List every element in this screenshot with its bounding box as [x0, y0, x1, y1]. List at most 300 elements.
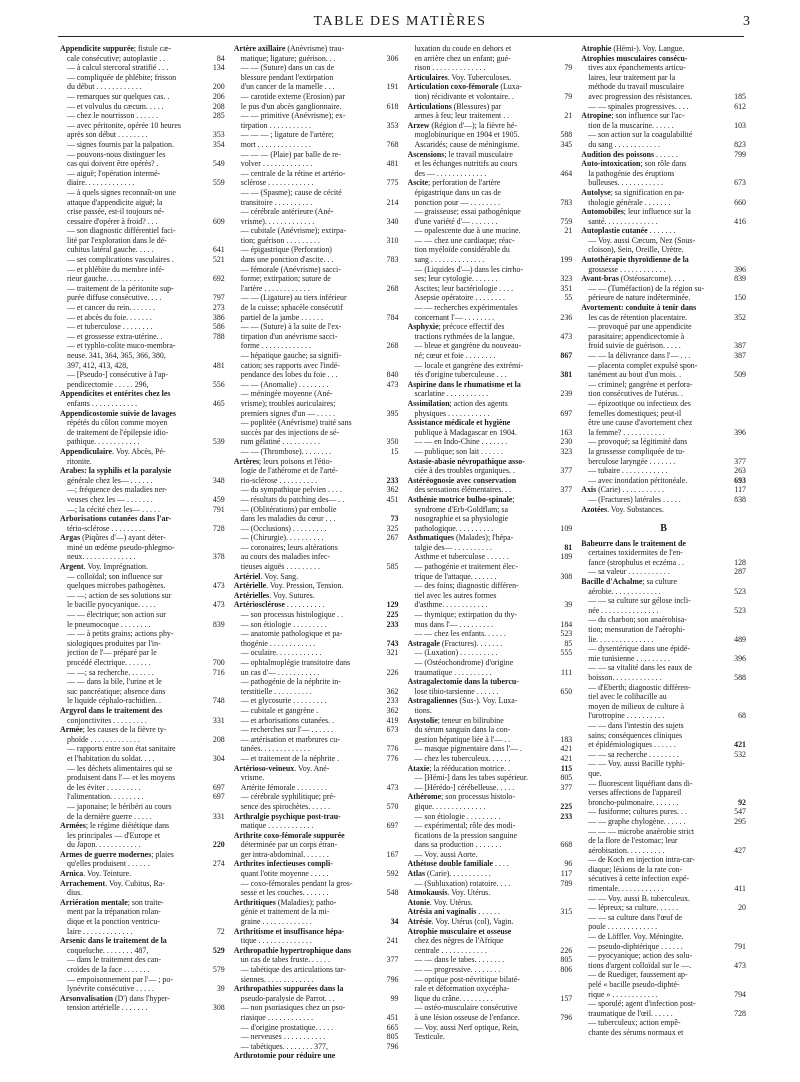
entry-text: gestion hépatique liée à l'— . . — [414, 734, 511, 744]
index-entry-line — [408, 466, 573, 476]
index-entry-line — [581, 399, 746, 409]
index-column-3 — [408, 44, 573, 1074]
entry-page-number: 340 — [386, 216, 399, 226]
entry-text: — et arborisations cutanées. . — [240, 715, 335, 725]
entry-page-number: 693 — [734, 475, 746, 485]
entry-page-number: 839 — [212, 619, 225, 629]
index-entry-line — [234, 879, 399, 889]
entry-text: Bacille d'Achalme; sa culture — [581, 577, 678, 587]
entry-text — [408, 927, 547, 937]
entry-text: Assimilation; action des agents — [407, 398, 508, 408]
entry-text: dique et la ponction ventricu- — [67, 917, 160, 927]
entry-page-number: 539 — [212, 437, 225, 447]
entry-page-number: 128 — [734, 557, 746, 567]
entry-page-number: 189 — [560, 552, 573, 562]
index-entry-line — [408, 428, 573, 438]
index-entry-line — [581, 769, 746, 779]
index-entry-line — [60, 802, 225, 812]
entry-page-number: 521 — [212, 255, 225, 265]
entry-text — [234, 831, 373, 841]
entry-text: la grossesse compliquée de tu- — [588, 446, 685, 456]
index-entry-line — [60, 188, 225, 198]
entry-text: succès par des injections de sé- — [240, 427, 340, 437]
index-entry-heading — [408, 418, 573, 428]
entry-page-number: 21 — [564, 111, 573, 121]
index-entry-line — [60, 255, 225, 265]
entry-page-number: 796 — [386, 1041, 399, 1051]
index-entry-line — [581, 558, 746, 568]
index-entry-line — [234, 54, 399, 64]
entry-page-number: 92 — [738, 797, 746, 807]
entry-text: Automobiles; leur influence sur la — [581, 207, 691, 217]
entry-page-number: 473 — [734, 960, 746, 970]
index-entry-line — [234, 648, 399, 658]
entry-page-number: 748 — [212, 696, 225, 706]
entry-text — [234, 984, 373, 994]
index-entry-line — [60, 485, 225, 495]
entry-text: Asepsie opératoire . . . . . . . . — [414, 293, 505, 303]
entry-text — [234, 927, 373, 937]
index-entry-line — [60, 927, 225, 937]
entry-page-number: 345 — [560, 139, 573, 149]
entry-page-number: 274 — [212, 859, 225, 869]
entry-page-number: 230 — [560, 437, 573, 447]
index-entry-heading — [408, 102, 573, 112]
entry-text: — — sa culture sur gélose incli- — [588, 596, 691, 606]
entry-text: de la cuisse; sphacèle consécutif — [240, 303, 343, 313]
entry-page-number: 592 — [386, 869, 399, 879]
index-entry-line — [60, 111, 225, 121]
entry-text: laires, leur traitement par la — [588, 72, 676, 82]
entry-text: répétés du côlon comme moyen — [67, 418, 168, 428]
entry-headword: Athérome — [407, 792, 442, 802]
entry-headword: Asphyxie — [407, 322, 439, 332]
entry-text: tion; mensuration de l'aérophi- — [588, 625, 685, 635]
entry-text: du sang . . . . . . . . . . . . — [588, 139, 660, 149]
entry-headword: Articulations — [407, 101, 454, 111]
index-entry-heading — [408, 917, 573, 927]
page-title: TABLE DES MATIÈRES — [313, 14, 487, 29]
index-entry-line — [408, 437, 573, 447]
entry-page-number: 416 — [734, 216, 746, 226]
entry-headword: Argyrol dans le traitement des — [60, 705, 163, 715]
entry-page-number: 823 — [734, 139, 746, 149]
entry-text: Artérite fémorale . . . . . . . . — [240, 782, 327, 792]
index-entry-line — [581, 82, 746, 92]
entry-text: Atonie. Voy. Utérus. — [407, 897, 473, 907]
index-entry-line — [234, 1032, 399, 1042]
index-entry-line — [408, 581, 573, 591]
entry-page-number: 304 — [212, 753, 225, 763]
entry-text: rum gélatiné . . . . . . . . . . — [240, 437, 320, 447]
index-entry-line — [581, 236, 746, 246]
entry-text: — de Koch en injection intra-car- — [588, 855, 695, 865]
entry-text — [581, 539, 720, 549]
entry-text: Ascites; leur bactériologie . . . . — [414, 283, 514, 293]
index-entry-line — [60, 744, 225, 754]
entry-page-number: 523 — [734, 586, 746, 596]
entry-page-number: 183 — [560, 734, 573, 744]
index-entry-line — [60, 82, 225, 92]
entry-headword: Athétose double familiale — [407, 859, 495, 869]
index-entry-heading — [234, 764, 399, 774]
index-entry-line — [234, 505, 399, 515]
entry-page-number: 419 — [386, 715, 399, 725]
index-entry-line — [234, 130, 399, 140]
entry-page-number: 268 — [386, 341, 399, 351]
entry-text — [60, 389, 199, 399]
entry-text — [408, 677, 547, 687]
entry-headword: Appendicite suppurée — [60, 44, 134, 53]
entry-text: pelé « bacille pseudo-diphté- — [588, 980, 680, 989]
entry-text: sains; conséquences cliniques — [588, 730, 683, 740]
index-entry-line — [60, 552, 225, 562]
index-entry-line — [581, 217, 746, 227]
index-entry-line — [234, 73, 399, 83]
index-entry-line — [234, 562, 399, 572]
index-entry-line — [581, 322, 746, 332]
index-entry-line — [581, 855, 746, 865]
index-entry-heading — [408, 73, 573, 83]
entry-text: vrisme. — [240, 773, 265, 783]
entry-text: — — progressive. . . . . . . . — [414, 965, 501, 974]
entry-text: Auto-intoxication; son rôle dans — [581, 159, 687, 169]
index-entry-heading — [234, 572, 399, 582]
index-entry-line — [60, 648, 225, 658]
entry-text: Avant-bras (Ostéosarcome). . . . — [581, 274, 685, 284]
entry-text: matique . . . . . . . . . . . . — [240, 821, 314, 831]
entry-page-number: 308 — [560, 571, 573, 581]
index-entry-line — [581, 779, 746, 789]
entry-page-number: 99 — [390, 993, 399, 1003]
entry-text: — non psoriasiques chez un pso- — [240, 1003, 346, 1013]
index-entry-line — [581, 615, 746, 625]
entry-text: volver . . . . . . . . . . . . . — [240, 159, 313, 169]
entry-page-number: 660 — [734, 197, 746, 207]
entry-text: Audition des poissons . . . . . . — [581, 149, 678, 159]
index-entry-line — [234, 236, 399, 246]
index-entry-line — [234, 169, 399, 179]
entry-text: et l'habitation du soldat. . . . — [67, 753, 155, 763]
entry-text: de la flore de l'estomac; leur — [588, 836, 678, 846]
index-entry-line — [234, 399, 399, 409]
entry-text: Asthmatiques (Malades); l'hépa- — [407, 533, 514, 543]
entry-page-number: 111 — [561, 667, 573, 677]
index-entry-line — [408, 552, 573, 562]
entry-text: dans les maladies du cœur . . . — [240, 514, 336, 524]
index-entry-line — [60, 629, 225, 639]
entry-page-number: 239 — [560, 389, 573, 399]
entry-text: fications de la pression sanguine — [414, 830, 518, 840]
index-entry-line — [60, 658, 225, 668]
entry-text: aérobie. . . . . . . . . . . . . — [588, 586, 661, 596]
index-entry-line — [581, 788, 746, 798]
index-entry-heading — [408, 476, 573, 486]
index-entry-line — [60, 457, 225, 467]
entry-page-number: 783 — [386, 255, 399, 265]
entry-text: — anatomie pathologique et pa- — [240, 629, 343, 639]
entry-text: — son étiologie . . . . . . . . . — [414, 811, 501, 821]
index-entry-line — [60, 207, 225, 217]
entry-text: les principales — d'Europe et — [67, 830, 161, 840]
entry-text: sécutives à cette infection expé- — [588, 874, 690, 884]
index-entry-line — [234, 495, 399, 505]
index-entry-line — [408, 111, 573, 121]
index-entry-line — [234, 428, 399, 438]
entry-text: — de Löffler. Voy. Méningite. — [588, 932, 684, 942]
entry-text: tanément au bout d'un mois. . — [588, 370, 682, 380]
index-entry-line — [408, 274, 573, 284]
index-entry-heading — [234, 831, 399, 841]
entry-page-number: 668 — [560, 840, 573, 850]
entry-page-number: 421 — [734, 740, 746, 750]
entry-text: Asthénie motrice bulbo-spinale; — [407, 494, 515, 504]
index-entry-line — [581, 587, 746, 597]
index-entry-line — [581, 466, 746, 476]
index-entry-line — [408, 207, 573, 217]
entry-text: talgie des— . . . . . . . . . . — [414, 542, 492, 552]
entry-text: — pathogénie et traitement élec- — [414, 562, 518, 572]
entry-text: — tabétiques. . . . . . . . 377, — [240, 1041, 328, 1051]
entry-text: siologiques produites par l'in- — [67, 638, 161, 648]
index-entry-line — [60, 351, 225, 361]
index-entry-line — [581, 692, 746, 702]
entry-headword: Artérioso-veineux — [233, 763, 295, 773]
index-entry-line — [581, 606, 746, 616]
entry-page-number: 386 — [212, 312, 225, 322]
index-entry-line — [408, 351, 573, 361]
entry-text: — — spinales progressives. . . . — [588, 101, 689, 111]
entry-page-number: 321 — [386, 648, 399, 658]
entry-text: — — électrique; son action sur — [67, 610, 166, 620]
entry-text: — — dans l'intestin des sujets — [588, 720, 684, 730]
index-entry-line — [234, 389, 399, 399]
entry-headword: Arnica — [60, 869, 84, 879]
index-entry-heading — [408, 399, 573, 409]
entry-text: syndrome d'Erb-Goldflam; sa — [414, 504, 508, 514]
entry-text — [234, 1051, 373, 1061]
index-entry-line — [60, 591, 225, 601]
entry-text: — et tuberculose . . . . . . . . — [67, 322, 153, 332]
index-entry-line — [581, 102, 746, 112]
entry-page-number: 325 — [386, 523, 399, 533]
index-entry-line — [408, 370, 573, 380]
index-entry-line — [408, 725, 573, 735]
entry-headword: Atrésia ani vaginalis — [407, 907, 479, 917]
header-rule — [58, 36, 744, 37]
index-entry-line — [581, 625, 746, 635]
entry-page-number: 233 — [386, 475, 399, 485]
entry-page-number: 588 — [734, 673, 746, 682]
entry-text: Athétose double familiale . . . . — [407, 859, 509, 869]
entry-text: cessaire d'opérer à froid? . . . — [67, 216, 158, 226]
index-entry-line — [234, 303, 399, 313]
entry-text: — son étiologie . . . . . . . . . — [240, 619, 327, 629]
entry-page-number: 306 — [386, 53, 399, 63]
entry-page-number: 129 — [386, 600, 399, 610]
entry-text: — du charbon; son anaérobisa- — [588, 615, 687, 625]
entry-page-number: 115 — [560, 763, 573, 773]
entry-page-number: 532 — [734, 749, 746, 759]
index-entry-line — [408, 159, 573, 169]
entry-text: — criminel; gangrène et perfora- — [588, 379, 693, 389]
entry-page-number: 427 — [734, 845, 746, 855]
index-entry-line — [234, 907, 399, 917]
entry-page-number: 464 — [560, 168, 573, 178]
entry-text — [581, 54, 720, 64]
index-entry-line — [581, 759, 746, 769]
entry-headword: Assistance médicale et hygiène — [407, 418, 511, 428]
entry-page-number: 377 — [560, 485, 573, 495]
index-entry-line — [581, 942, 746, 952]
entry-text: tion myéloïde considérable du — [414, 245, 510, 255]
entry-page-number: 794 — [734, 989, 746, 999]
entry-text: — fluorescent liquéfiant dans di- — [588, 778, 693, 788]
entry-text: miné un œdème pseudo-phlegmo- — [67, 542, 175, 552]
entry-text: ciée à des troubles organiques. . — [414, 466, 515, 476]
index-entry-line — [234, 917, 399, 927]
entry-text: tives aux épanchements articu- — [588, 63, 686, 73]
entry-text: armes à feu; leur traitement . . — [414, 111, 510, 121]
entry-text: — tubaire . . . . . . . . . . . . — [588, 466, 668, 476]
entry-text: — [Hérédo-] cérébelleuse. . . . . — [414, 782, 515, 792]
index-entry-line — [234, 514, 399, 524]
entry-text: attaque d'appendicite aiguë; la — [67, 197, 163, 207]
entry-text: Autoplastie cutanée . . . . . . . — [581, 226, 676, 236]
entry-text: — — chez les enfants. . . . . . — [414, 629, 506, 639]
index-entry-line — [408, 130, 573, 140]
entry-text: — résultats du patching des— . . — [240, 494, 345, 504]
index-entry-line — [60, 888, 225, 898]
index-entry-line — [234, 840, 399, 850]
index-entry-line — [60, 198, 225, 208]
index-entry-line — [408, 543, 573, 553]
entry-text: tractions rythmées de la langue. — [414, 331, 515, 341]
entry-page-number: 85 — [564, 638, 573, 648]
entry-text: Armées; le régime diététique dans — [60, 821, 170, 831]
index-entry-line — [408, 773, 573, 783]
index-entry-line — [581, 351, 746, 361]
entry-page-number: 263 — [734, 466, 746, 476]
entry-text: 397, 412, 413, 428, — [67, 360, 129, 370]
index-entry-line — [581, 596, 746, 606]
index-entry-line — [234, 63, 399, 73]
entry-text: — recherches sur l'— . . . . . . — [240, 725, 334, 735]
entry-text: un cas de tabes fruste. . . . . . — [240, 955, 330, 965]
entry-text: Astragaliennes (Sus-). Voy. Luxa- — [407, 696, 518, 706]
entry-text: tanées. . . . . . . . . . . . . — [240, 744, 310, 754]
entry-text: — Voy. aussi Nerf optique, Rein, — [414, 1022, 519, 1032]
entry-headword: Atrophie — [581, 44, 614, 53]
entry-text: — provoqué par une appendicite — [588, 322, 692, 332]
index-column-4 — [581, 44, 746, 1074]
entry-text: — tuberculeux; action empê- — [588, 1018, 681, 1028]
entry-text: — oculaire. . . . . . . . . . . . — [240, 648, 322, 658]
entry-text: cubitus latéral gauche. . . . . — [67, 245, 154, 255]
entry-text: — et grossesse extra-utérine. . — [67, 331, 163, 341]
index-entry-heading — [408, 533, 573, 543]
index-entry-heading — [234, 898, 399, 908]
entry-text: — locale et gangrène des extrémi- — [414, 360, 523, 370]
entry-headword: Ascite — [407, 178, 429, 188]
entry-text: — (Subluxation) rotatoire. . . . — [414, 878, 511, 888]
index-entry-line — [408, 955, 573, 965]
entry-text: en arrière chez un enfant; gué- — [414, 53, 511, 63]
index-entry-line — [408, 744, 573, 754]
index-entry-line — [60, 236, 225, 246]
index-entry-line — [408, 1013, 573, 1023]
entry-text: — — — microbe anaérobie strict — [588, 826, 695, 836]
index-entry-line — [234, 1013, 399, 1023]
entry-page-number: 549 — [212, 159, 225, 169]
entry-text: — et abcès du foie. . . . . . . — [67, 312, 152, 322]
entry-headword: Arthrites infectieuses compli- — [233, 859, 333, 869]
entry-page-number: 728 — [212, 523, 225, 533]
entry-text: — tabétique des articulations tar- — [240, 965, 346, 974]
index-entry-line — [60, 955, 225, 965]
index-entry-line — [234, 668, 399, 678]
index-entry-heading — [408, 859, 573, 869]
index-entry-line — [408, 303, 573, 313]
entry-page-number: 84 — [216, 53, 225, 63]
entry-page-number: 150 — [734, 293, 746, 303]
entry-text: aérobisation. . . . . . . . . . — [588, 845, 665, 855]
entry-text: —; la cécité chez les— . . . . . — [67, 504, 160, 514]
entry-page-number: 489 — [734, 634, 746, 644]
entry-text: terstitielle . . . . . . . . . . — [240, 686, 312, 696]
index-entry-heading — [60, 725, 225, 735]
entry-page-number: 163 — [560, 427, 573, 437]
entry-text: né; cœur et foie . . . . . . . . — [414, 351, 496, 360]
index-entry-line — [60, 54, 225, 64]
entry-text: forme . . . . . . . . . . . . . — [240, 341, 311, 351]
entry-page-number: 354 — [212, 139, 225, 149]
index-entry-line — [234, 485, 399, 495]
entry-text: périeure de nature indéterminée. — [588, 293, 691, 303]
index-entry-line — [234, 936, 399, 946]
index-entry-line — [581, 121, 746, 131]
entry-text: Axis (Carie) . . . . . . . . . . . — [581, 485, 664, 495]
entry-text: neux. . . . . . . . . . . . . . — [67, 552, 136, 562]
entry-page-number: 377 — [560, 466, 573, 476]
index-entry-line — [60, 476, 225, 486]
entry-page-number: 867 — [560, 351, 573, 360]
index-entry-line — [408, 687, 573, 697]
index-column-1 — [60, 44, 225, 1074]
entry-page-number: 838 — [734, 494, 746, 504]
entry-headword: Astéréognosie avec conservation — [407, 475, 517, 485]
entry-page-number: 791 — [734, 941, 746, 951]
index-entry-line — [60, 754, 225, 764]
entry-page-number: 796 — [386, 974, 399, 984]
entry-text: — chez les tuberculeux. . . . . . — [414, 753, 511, 763]
entry-text: Appendiculaire. Voy. Abcès, Pé- — [60, 446, 166, 456]
entry-text: Ataxie; la rééducation motrice. . — [407, 763, 511, 773]
index-entry-heading — [581, 226, 746, 236]
entry-page-number: 387 — [734, 341, 746, 351]
entry-page-number: 776 — [386, 744, 399, 754]
index-entry-line — [581, 874, 746, 884]
entry-text: Astragale (Fractures). . . . . . . — [407, 638, 503, 648]
entry-page-number: 618 — [386, 101, 399, 111]
entry-headword: Ascensions — [407, 149, 445, 159]
index-entry-line — [581, 683, 746, 693]
index-entry-line — [234, 888, 399, 898]
index-entry-line — [408, 44, 573, 54]
entry-text: ponction pour — . . . . . . . . — [414, 197, 500, 207]
index-entry-heading — [581, 577, 746, 587]
index-entry-line — [408, 265, 573, 275]
